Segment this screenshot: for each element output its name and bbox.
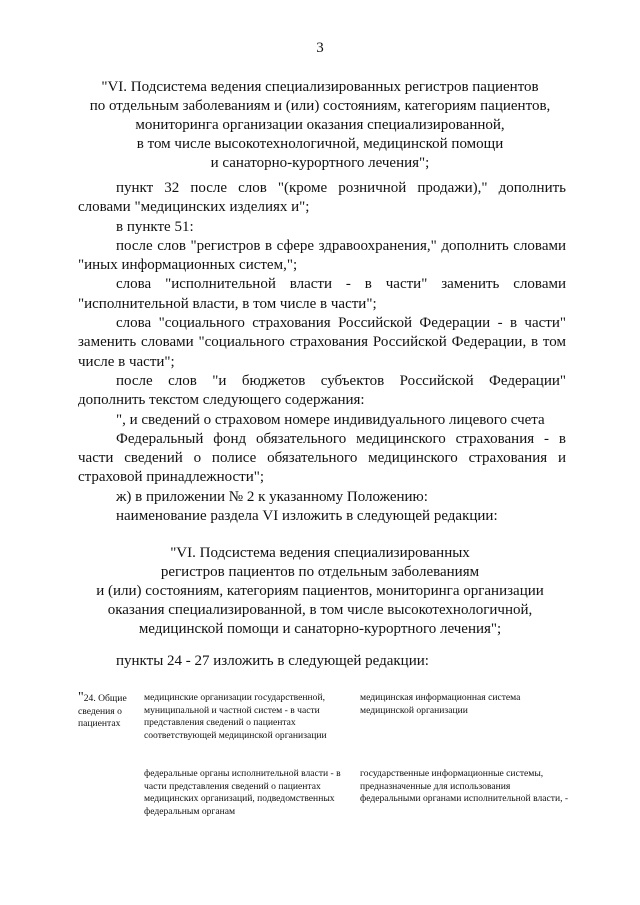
page-number: 3 (316, 40, 324, 56)
paragraph: слова "социального страхования Российской Федерации - в части" заменить словами "социального страхования Российской Федерации, в том числе в части"; (78, 315, 566, 370)
section-heading-new (60, 544, 580, 639)
amendment-text (78, 179, 566, 526)
paragraph: пункты 24 - 27 изложить в следующей редакции: (116, 653, 429, 669)
heading-line: оказания специализированной, в том числе высокотехнологичной, (107, 602, 533, 618)
heading-line: "VI. Подсистема ведения специализированных регистров пациентов (101, 79, 539, 95)
paragraph: наименование раздела VI изложить в следующей редакции: (116, 508, 498, 525)
heading-line: по отдельным заболеваниям и (или) состояниям, категориям пациентов, (89, 98, 551, 114)
heading-line: мониторинга организации оказания специализированной, (135, 117, 505, 133)
amendment-text-2 (78, 652, 566, 671)
table-source-cell: медицинские организации государственной, муниципальной и частной систем - в части представления сведений о пациентах соответствующей медицинской организации (144, 692, 327, 741)
heading-line: регистров пациентов по отдельным заболеваниям (160, 564, 480, 580)
paragraph: пункт 32 после слов "(кроме розничной продажи)," дополнить словами "медицинских изделиях и"; (78, 180, 566, 216)
table-target-cell: медицинская информационная система медицинской организации (360, 692, 521, 716)
paragraph: ж) в приложении № 2 к указанному Положению: (116, 488, 428, 505)
heading-line: медицинской помощи и санаторно-курортного лечения"; (138, 621, 502, 637)
heading-line: "VI. Подсистема ведения специализированных (170, 545, 470, 561)
heading-line: в том числе высокотехнологичной, медицинской помощи (136, 136, 504, 152)
paragraph: ", и сведений о страховом номере индивидуального лицевого счета (116, 411, 545, 428)
table-item-cell (78, 692, 140, 731)
paragraph: в пункте 51: (116, 218, 194, 235)
paragraph: после слов "и бюджетов субъектов Российской Федерации" дополнить текстом следующего содержания: (78, 372, 566, 409)
paragraph: после слов "регистров в сфере здравоохранения," дополнить словами "иных информационных систем,"; (78, 237, 566, 274)
paragraph: слова "исполнительной власти - в части" заменить словами "исполнительной власти, в том числе в части"; (78, 276, 566, 312)
table-source-cell: федеральные органы исполнительной власти - в части представления сведений о пациентах медицинских организаций, подведомственных федеральным органам (144, 768, 341, 817)
heading-line: и (или) состояниям, категориям пациентов, мониторинга организации (96, 583, 544, 599)
section-heading-old (60, 78, 580, 173)
heading-line: и санаторно-курортного лечения"; (210, 155, 430, 171)
paragraph: Федеральный фонд обязательного медицинского страхования - в части сведений о полисе обязательного медицинского страхования и страховой принадлежности"; (78, 430, 566, 486)
open-quote: " (78, 690, 84, 705)
table-target-cell: государственные информационные системы, предназначенные для использования федеральными органами исполнительной власти, - (360, 768, 569, 805)
table-item-label: 24. Общие сведения о пациентах (78, 693, 127, 730)
